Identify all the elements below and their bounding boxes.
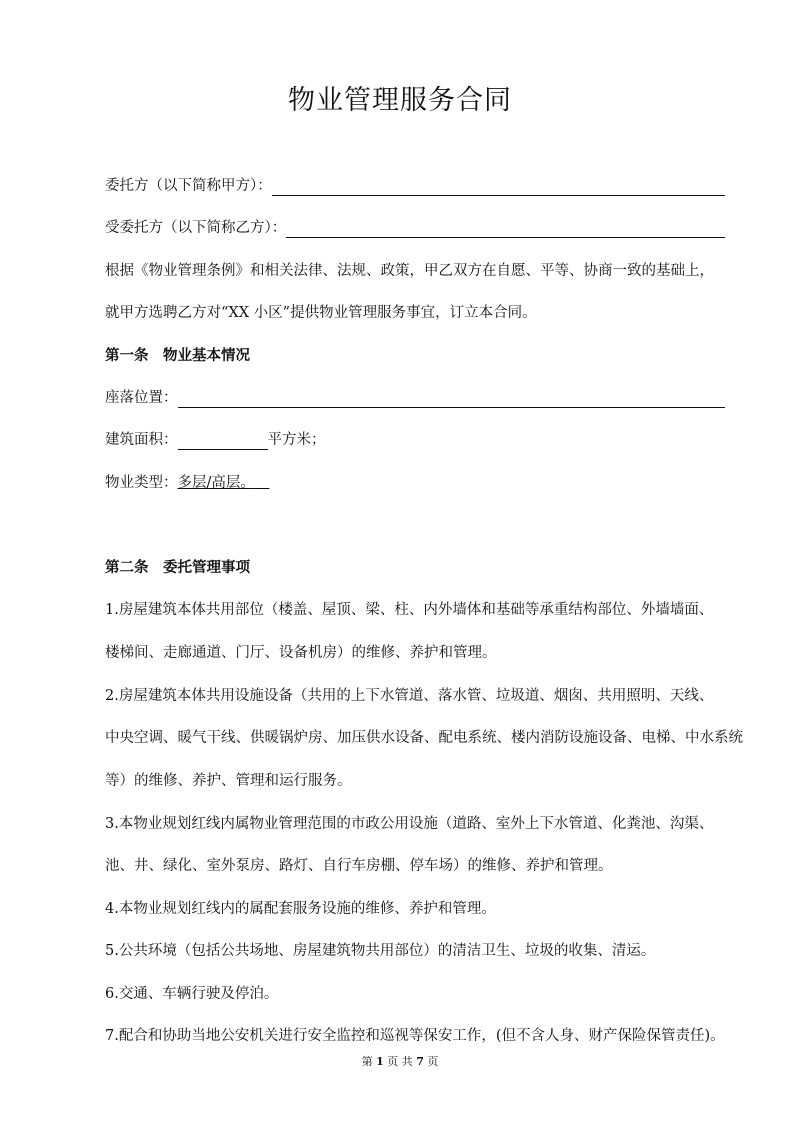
area-field [105, 430, 725, 450]
article2-line: 3.本物业规划红线内属物业管理范围的市政公用设施（道路、室外上下水管道、化粪池、沟渠、 [105, 816, 714, 832]
client-field [105, 176, 725, 196]
total-page-count: 7 [416, 1055, 424, 1068]
document-title: 物业管理服务合同 [288, 85, 512, 116]
article2-line: 1.房屋建筑本体共用部位（楼盖、屋顶、梁、柱、内外墙体和基础等承重结构部位、外墙墙面、 [105, 602, 714, 618]
article2-line: 2.房屋建筑本体共用设施设备（共用的上下水管道、落水管、垃圾道、烟囱、共用照明、天线、 [105, 688, 714, 704]
contractor-label: 受委托方（以下简称乙方）： [105, 220, 287, 236]
article2-line: 楼梯间、走廊通道、门厅、设备机房）的维修、养护和管理。 [105, 645, 497, 661]
area-unit: 平方米； [267, 432, 326, 448]
footer-prefix: 第 [361, 1055, 373, 1068]
article2-line: 中央空调、暖气干线、供暖锅炉房、加压供水设备、配电系统、楼内消防设施设备、电梯、中水系统 [105, 730, 743, 746]
current-page-number: 1 [376, 1055, 384, 1068]
article1-heading: 第一条 物业基本情况 [105, 347, 250, 364]
article2-line: 7.配合和协助当地公安机关进行安全监控和巡视等保安工作，(但不含人身、财产保险保管责任)。 [105, 1028, 725, 1044]
contractor-blank[interactable] [286, 221, 725, 238]
page-footer [0, 1053, 800, 1069]
location-label: 座落位置： [105, 390, 178, 406]
client-blank[interactable] [272, 179, 725, 196]
contractor-field [105, 218, 725, 238]
type-label: 物业类型： [105, 475, 178, 491]
client-label: 委托方（以下简称甲方）： [105, 178, 272, 194]
footer-middle: 页 共 [387, 1055, 413, 1068]
article2-line: 等）的维修、养护、管理和运行服务。 [105, 773, 352, 789]
article2-line: 池、井、绿化、室外泵房、路灯、自行车房棚、停车场）的维修、养护和管理。 [105, 858, 613, 874]
article2-line: 6.交通、车辆行驶及停泊。 [105, 986, 279, 1002]
type-value: 多层/高层。 [177, 475, 255, 491]
area-label: 建筑面积： [105, 432, 178, 448]
area-blank[interactable] [178, 433, 268, 450]
article2-line: 5.公共环境（包括公共场地、房屋建筑物共用部位）的清洁卫生、垃圾的收集、清运。 [105, 943, 656, 959]
preamble-line: 根据《物业管理条例》和相关法律、法规、政策，甲乙双方在自愿、平等、协商一致的基础上， [105, 263, 714, 279]
article2-line: 4.本物业规划红线内的属配套服务设施的维修、养护和管理。 [105, 901, 496, 917]
preamble-line: 就甲方选聘乙方对“XX 小区”提供物业管理服务事宜，订立本合同。 [105, 305, 537, 321]
type-field [105, 473, 725, 493]
location-blank[interactable] [178, 391, 726, 408]
article2-heading: 第二条 委托管理事项 [105, 559, 250, 576]
footer-suffix: 页 [427, 1055, 439, 1068]
location-field [105, 388, 725, 408]
